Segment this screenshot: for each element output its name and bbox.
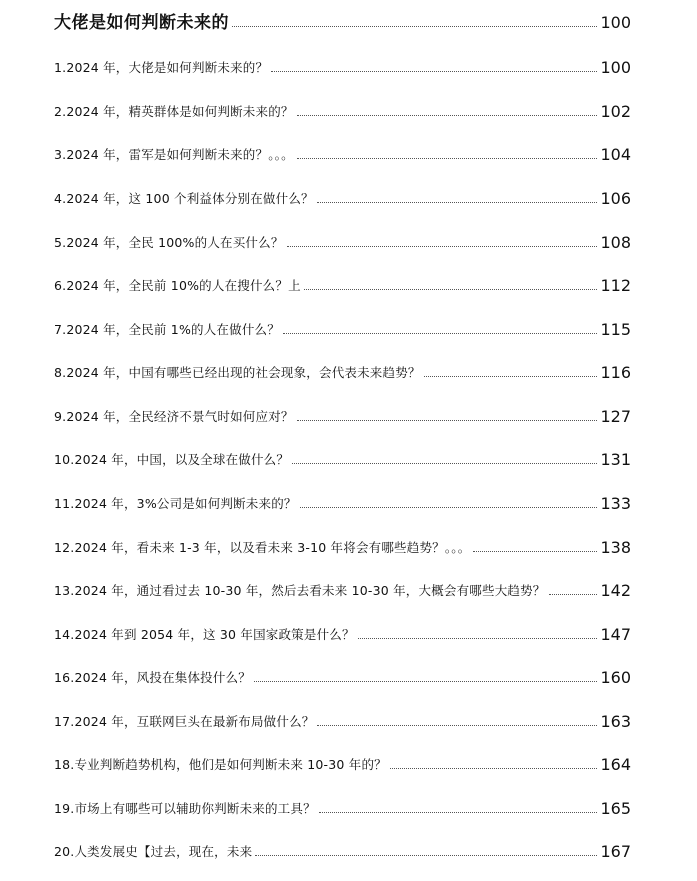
dot-leader: [297, 115, 598, 116]
toc-entry[interactable]: [54, 403, 631, 427]
toc-entry[interactable]: [54, 54, 631, 78]
toc-entry-page: 164: [600, 755, 631, 774]
toc-entry[interactable]: [54, 795, 631, 819]
toc-entry-page: 133: [600, 494, 631, 513]
toc-entry-page: 100: [600, 58, 631, 77]
dot-leader: [390, 768, 598, 769]
toc-entry-label: 3.2024 年，雷军是如何判断未来的？。。。: [54, 147, 294, 162]
dot-leader: [317, 202, 598, 203]
toc-entry[interactable]: [54, 141, 631, 165]
dot-leader: [549, 594, 598, 595]
toc-entry-page: 165: [600, 799, 631, 818]
toc-entry[interactable]: [54, 98, 631, 122]
toc-entry-label: 19.市场上有哪些可以辅助你判断未来的工具？: [54, 801, 316, 816]
toc-entry-label: 1.2024 年，大佬是如何判断未来的？: [54, 60, 269, 75]
toc-entry-page: 108: [600, 233, 631, 252]
dot-leader: [297, 420, 598, 421]
dot-leader: [473, 551, 597, 552]
dot-leader: [283, 333, 598, 334]
toc-entry-label: 9.2024 年，全民经济不景气时如何应对？: [54, 409, 294, 424]
dot-leader: [424, 376, 598, 377]
toc-entry-page: 127: [600, 407, 631, 426]
toc-entry-label: 20.人类发展史【过去，现在，未来: [54, 844, 253, 859]
toc-entry[interactable]: [54, 229, 631, 253]
toc-entry-page: 142: [600, 581, 631, 600]
dot-leader: [319, 812, 598, 813]
toc-entry[interactable]: [54, 446, 631, 470]
toc-entry-label: 14.2024 年到 2054 年，这 30 年国家政策是什么？: [54, 627, 355, 642]
toc-heading-title: 大佬是如何判断未来的: [54, 13, 229, 33]
toc-entry[interactable]: [54, 534, 631, 558]
toc-entry-label: 13.2024 年，通过看过去 10-30 年，然后去看未来 10-30 年，大概会有哪些大趋势？: [54, 583, 546, 598]
toc-entry-page: 104: [600, 145, 631, 164]
toc-entry[interactable]: [54, 664, 631, 688]
toc-entry[interactable]: [54, 577, 631, 601]
toc-entry-page: 115: [600, 320, 631, 339]
dot-leader: [304, 289, 598, 290]
dot-leader: [254, 681, 597, 682]
toc-entry[interactable]: [54, 708, 631, 732]
toc-entry-page: 167: [600, 842, 631, 861]
toc-entry-page: 163: [600, 712, 631, 731]
toc-entry-label: 16.2024 年，风投在集体投什么？: [54, 670, 251, 685]
dot-leader: [232, 26, 597, 27]
toc-entry-label: 4.2024 年，这 100 个利益体分别在做什么？: [54, 191, 314, 206]
toc-heading-page: 100: [600, 13, 631, 32]
toc-entry-label: 12.2024 年，看未来 1-3 年，以及看未来 3-10 年将会有哪些趋势？。。。: [54, 540, 471, 555]
toc-entry[interactable]: [54, 185, 631, 209]
dot-leader: [287, 246, 598, 247]
toc-entry[interactable]: [54, 490, 631, 514]
toc-entry-label: 5.2024 年，全民 100%的人在买什么？: [54, 235, 284, 250]
toc-entry-label: 8.2024 年，中国有哪些已经出现的社会现象，会代表未来趋势？: [54, 365, 421, 380]
toc-entry[interactable]: [54, 838, 631, 862]
toc-entry-page: 106: [600, 189, 631, 208]
dot-leader: [297, 158, 598, 159]
toc-entry-page: 112: [600, 276, 631, 295]
toc-entry-label: 11.2024 年，3%公司是如何判断未来的？: [54, 496, 297, 511]
dot-leader: [300, 507, 598, 508]
dot-leader: [358, 638, 598, 639]
toc-entry[interactable]: [54, 272, 631, 296]
toc-entry-page: 138: [600, 538, 631, 557]
toc-entry-page: 160: [600, 668, 631, 687]
toc-entry-page: 116: [600, 363, 631, 382]
dot-leader: [317, 725, 597, 726]
toc-entry-page: 131: [600, 450, 631, 469]
dot-leader: [271, 71, 597, 72]
toc-entry-label: 2.2024 年，精英群体是如何判断未来的？: [54, 104, 294, 119]
toc-entry-page: 147: [600, 625, 631, 644]
toc-entry-label: 18.专业判断趋势机构，他们是如何判断未来 10-30 年的？: [54, 757, 387, 772]
toc-heading[interactable]: [54, 9, 631, 33]
toc-entry[interactable]: [54, 621, 631, 645]
toc-entry[interactable]: [54, 359, 631, 383]
toc-entry[interactable]: [54, 316, 631, 340]
toc-entry-label: 6.2024 年，全民前 10%的人在搜什么？上: [54, 278, 301, 293]
toc-entry-label: 10.2024 年，中国，以及全球在做什么？: [54, 452, 290, 467]
toc-entry[interactable]: [54, 751, 631, 775]
toc-entry-label: 17.2024 年，互联网巨头在最新布局做什么？: [54, 714, 315, 729]
toc-entry-label: 7.2024 年，全民前 1%的人在做什么？: [54, 322, 280, 337]
dot-leader: [292, 463, 597, 464]
dot-leader: [255, 855, 597, 856]
toc-entry-page: 102: [600, 102, 631, 121]
